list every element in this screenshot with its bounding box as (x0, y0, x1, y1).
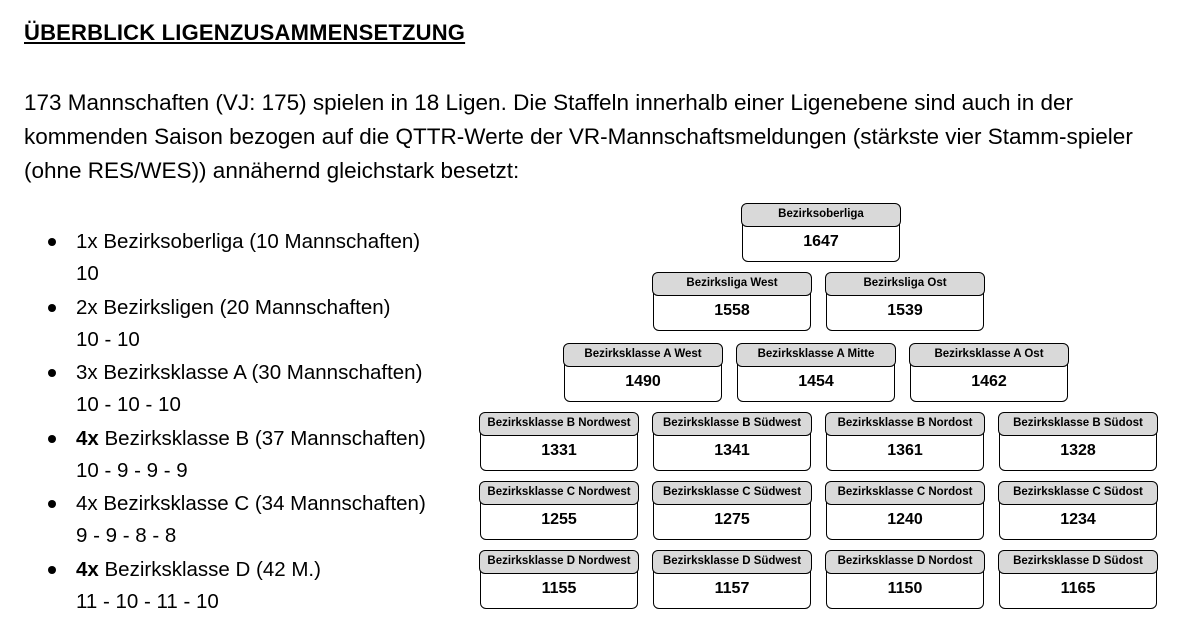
league-qttr-value: 1490 (625, 373, 661, 390)
league-qttr-value: 1539 (887, 302, 923, 319)
list-item-text: Bezirksklasse B (37 Mannschaften) (98, 426, 426, 450)
list-item-text: Bezirksklasse C (34 Mannschaften) (97, 492, 426, 515)
list-item-text: Bezirksklasse A (30 Mannschaften) (97, 361, 423, 384)
league-box (742, 204, 900, 262)
league-qttr-value: 1240 (887, 511, 923, 528)
list-item-count: 1x (76, 230, 98, 253)
league-box (910, 344, 1068, 402)
league-box (653, 551, 811, 609)
league-box (999, 482, 1157, 540)
list-item-text: Bezirksoberliga (10 Mannschaften) (97, 230, 421, 253)
league-qttr-value: 1255 (541, 511, 577, 528)
list-item-split: 10 - 10 (76, 327, 140, 351)
list-item-split: 11 - 10 - 11 - 10 (76, 589, 219, 613)
league-name: Bezirksklasse A West (563, 343, 722, 367)
league-box (653, 413, 811, 471)
list-item-split: 10 - 10 - 10 (76, 393, 181, 416)
league-name: Bezirksklasse B Südwest (652, 412, 811, 436)
list-item-count: 4x (76, 426, 99, 450)
intro-paragraph: 173 Mannschaften (VJ: 175) spielen in 18 Ligen. Die Staffeln innerhalb einer Ligenebene sind auch in der kommenden Saison bezogen auf die QTTR-Werte der VR-Mannschaftsmeldungen (stärkste vier Stamm-spieler (ohne RES/WES)) annähernd gleichstark besetzt: (24, 90, 1133, 183)
league-box (999, 551, 1157, 609)
league-name: Bezirksklasse C Nordwest (479, 481, 638, 505)
league-name: Bezirksoberliga (741, 203, 900, 227)
league-box (653, 482, 811, 540)
league-qttr-value: 1331 (541, 442, 577, 459)
league-qttr-value: 1155 (541, 580, 577, 597)
league-qttr-value: 1341 (714, 442, 750, 459)
league-qttr-value: 1328 (1060, 442, 1096, 459)
league-box (737, 344, 895, 402)
league-name: Bezirksklasse D Nordost (825, 550, 984, 574)
list-item-text: Bezirksligen (20 Mannschaften) (97, 295, 391, 319)
league-box (480, 551, 638, 609)
league-box (564, 344, 722, 402)
league-qttr-value: 1462 (971, 373, 1007, 390)
list-item-count: 3x (76, 361, 98, 384)
league-box (826, 413, 984, 471)
league-qttr-value: 1361 (887, 442, 923, 459)
league-name: Bezirksklasse D Nordwest (479, 550, 638, 574)
list-item-split: 9 - 9 - 8 - 8 (76, 524, 177, 547)
list-item-count: 4x (76, 557, 99, 581)
league-qttr-value: 1647 (803, 233, 839, 250)
league-qttr-value: 1157 (714, 580, 750, 597)
league-name: Bezirksklasse B Nordwest (479, 412, 638, 436)
league-qttr-value: 1558 (714, 302, 750, 319)
league-name: Bezirksklasse A Ost (909, 343, 1068, 367)
league-box (826, 273, 984, 331)
league-box (826, 551, 984, 609)
league-name: Bezirksklasse B Südost (998, 412, 1157, 436)
league-name: Bezirksliga Ost (825, 272, 984, 296)
league-box (480, 413, 638, 471)
league-box (826, 482, 984, 540)
list-item-text: Bezirksklasse D (42 M.) (98, 557, 321, 581)
league-name: Bezirksliga West (652, 272, 811, 296)
list-item-count: 2x (76, 295, 98, 319)
league-name: Bezirksklasse C Südwest (652, 481, 811, 505)
league-name: Bezirksklasse A Mitte (736, 343, 895, 367)
league-box (999, 413, 1157, 471)
league-name: Bezirksklasse D Südwest (652, 550, 811, 574)
league-name: Bezirksklasse B Nordost (825, 412, 984, 436)
list-item-split: 10 - 9 - 9 - 9 (76, 458, 188, 482)
league-box (653, 273, 811, 331)
league-name: Bezirksklasse D Südost (998, 550, 1157, 574)
league-name: Bezirksklasse C Südost (998, 481, 1157, 505)
league-qttr-value: 1234 (1060, 511, 1096, 528)
list-item-count: 4x (76, 492, 98, 515)
league-qttr-value: 1275 (714, 511, 750, 528)
league-qttr-value: 1165 (1060, 580, 1096, 597)
league-qttr-value: 1150 (887, 580, 923, 597)
league-name: Bezirksklasse C Nordost (825, 481, 984, 505)
list-item-split: 10 (76, 262, 99, 285)
league-box (480, 482, 638, 540)
league-qttr-value: 1454 (798, 373, 834, 390)
page-heading: ÜBERBLICK LIGENZUSAMMENSETZUNG (24, 20, 466, 45)
